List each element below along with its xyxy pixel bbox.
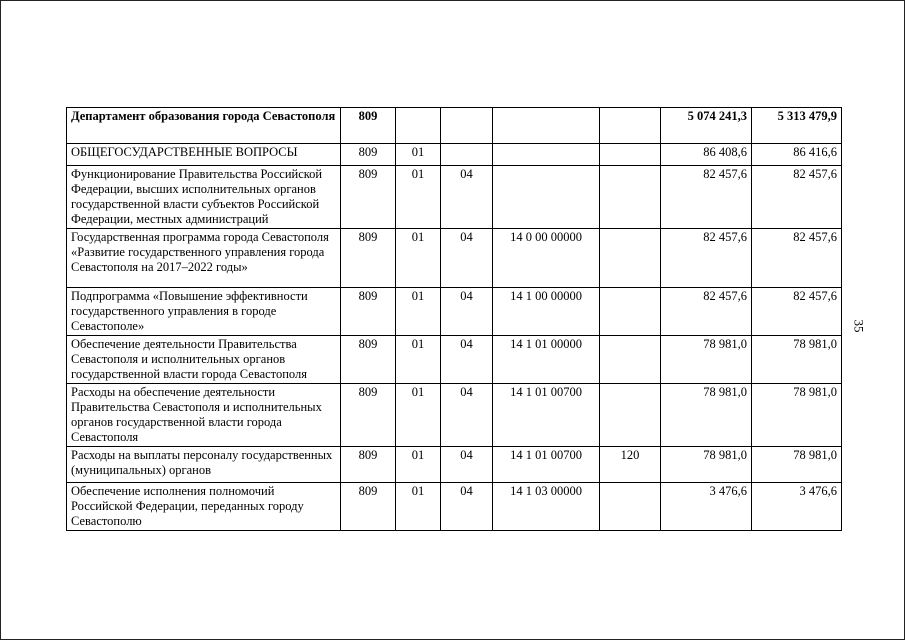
cell-ved: 809 xyxy=(341,229,396,288)
cell-pr: 04 xyxy=(441,447,493,483)
cell-pr: 04 xyxy=(441,229,493,288)
cell-sum-2021: 78 981,0 xyxy=(661,447,752,483)
cell-csr xyxy=(493,108,600,144)
cell-ved: 809 xyxy=(341,447,396,483)
cell-sum-2022: 78 981,0 xyxy=(752,336,842,384)
cell-pr xyxy=(441,108,493,144)
cell-csr: 14 1 01 00700 xyxy=(493,447,600,483)
cell-rz: 01 xyxy=(396,483,441,531)
cell-rz: 01 xyxy=(396,166,441,229)
cell-sum-2021: 82 457,6 xyxy=(661,229,752,288)
table-row xyxy=(67,384,842,447)
cell-csr: 14 1 01 00000 xyxy=(493,336,600,384)
cell-vr xyxy=(600,108,661,144)
cell-ved: 809 xyxy=(341,336,396,384)
budget-table-body xyxy=(67,108,842,531)
cell-vr xyxy=(600,483,661,531)
cell-sum-2022: 5 313 479,9 xyxy=(752,108,842,144)
cell-sum-2021: 3 476,6 xyxy=(661,483,752,531)
table-row xyxy=(67,229,842,288)
cell-ved: 809 xyxy=(341,483,396,531)
cell-rz xyxy=(396,108,441,144)
cell-csr xyxy=(493,144,600,166)
table-row xyxy=(67,288,842,336)
table-row xyxy=(67,108,842,144)
cell-sum-2021: 78 981,0 xyxy=(661,384,752,447)
cell-name: Государственная программа города Севастополя «Развитие государственного управления города Севастополя на 2017–2022 годы» xyxy=(67,229,341,288)
cell-name: Функционирование Правительства Российской Федерации, высших исполнительных органов государственной власти субъектов Российской Федерации, местных администраций xyxy=(67,166,341,229)
cell-vr xyxy=(600,288,661,336)
cell-csr: 14 0 00 00000 xyxy=(493,229,600,288)
cell-ved: 809 xyxy=(341,384,396,447)
cell-sum-2022: 78 981,0 xyxy=(752,384,842,447)
budget-table xyxy=(66,107,842,531)
cell-csr: 14 1 03 00000 xyxy=(493,483,600,531)
cell-vr xyxy=(600,166,661,229)
cell-csr xyxy=(493,166,600,229)
cell-vr: 120 xyxy=(600,447,661,483)
page-number: 35 xyxy=(851,319,867,333)
cell-name: Расходы на обеспечение деятельности Правительства Севастополя и исполнительных органов государственной власти города Севастополя xyxy=(67,384,341,447)
table-row xyxy=(67,144,842,166)
cell-name: Обеспечение исполнения полномочий Российской Федерации, переданных городу Севастополю xyxy=(67,483,341,531)
cell-vr xyxy=(600,336,661,384)
cell-vr xyxy=(600,384,661,447)
cell-name: ОБЩЕГОСУДАРСТВЕННЫЕ ВОПРОСЫ xyxy=(67,144,341,166)
cell-pr xyxy=(441,144,493,166)
cell-pr: 04 xyxy=(441,384,493,447)
table-row xyxy=(67,166,842,229)
cell-sum-2021: 86 408,6 xyxy=(661,144,752,166)
cell-sum-2022: 3 476,6 xyxy=(752,483,842,531)
cell-pr: 04 xyxy=(441,336,493,384)
cell-sum-2022: 86 416,6 xyxy=(752,144,842,166)
cell-vr xyxy=(600,229,661,288)
cell-sum-2021: 78 981,0 xyxy=(661,336,752,384)
cell-sum-2021: 82 457,6 xyxy=(661,166,752,229)
cell-ved: 809 xyxy=(341,108,396,144)
cell-name: Департамент образования города Севастополя xyxy=(67,108,341,144)
cell-csr: 14 1 01 00700 xyxy=(493,384,600,447)
cell-sum-2022: 82 457,6 xyxy=(752,288,842,336)
cell-sum-2022: 78 981,0 xyxy=(752,447,842,483)
cell-rz: 01 xyxy=(396,288,441,336)
cell-ved: 809 xyxy=(341,166,396,229)
cell-ved: 809 xyxy=(341,288,396,336)
table-row xyxy=(67,336,842,384)
cell-pr: 04 xyxy=(441,483,493,531)
table-row xyxy=(67,483,842,531)
cell-pr: 04 xyxy=(441,288,493,336)
cell-vr xyxy=(600,144,661,166)
cell-sum-2022: 82 457,6 xyxy=(752,166,842,229)
cell-sum-2021: 5 074 241,3 xyxy=(661,108,752,144)
cell-sum-2022: 82 457,6 xyxy=(752,229,842,288)
cell-rz: 01 xyxy=(396,384,441,447)
cell-name: Подпрограмма «Повышение эффективности государственного управления в городе Севастополе» xyxy=(67,288,341,336)
cell-rz: 01 xyxy=(396,336,441,384)
cell-rz: 01 xyxy=(396,144,441,166)
cell-csr: 14 1 00 00000 xyxy=(493,288,600,336)
cell-rz: 01 xyxy=(396,447,441,483)
table-row xyxy=(67,447,842,483)
cell-pr: 04 xyxy=(441,166,493,229)
cell-name: Обеспечение деятельности Правительства Севастополя и исполнительных органов государственной власти города Севастополя xyxy=(67,336,341,384)
cell-rz: 01 xyxy=(396,229,441,288)
cell-sum-2021: 82 457,6 xyxy=(661,288,752,336)
cell-name: Расходы на выплаты персоналу государственных (муниципальных) органов xyxy=(67,447,341,483)
cell-ved: 809 xyxy=(341,144,396,166)
